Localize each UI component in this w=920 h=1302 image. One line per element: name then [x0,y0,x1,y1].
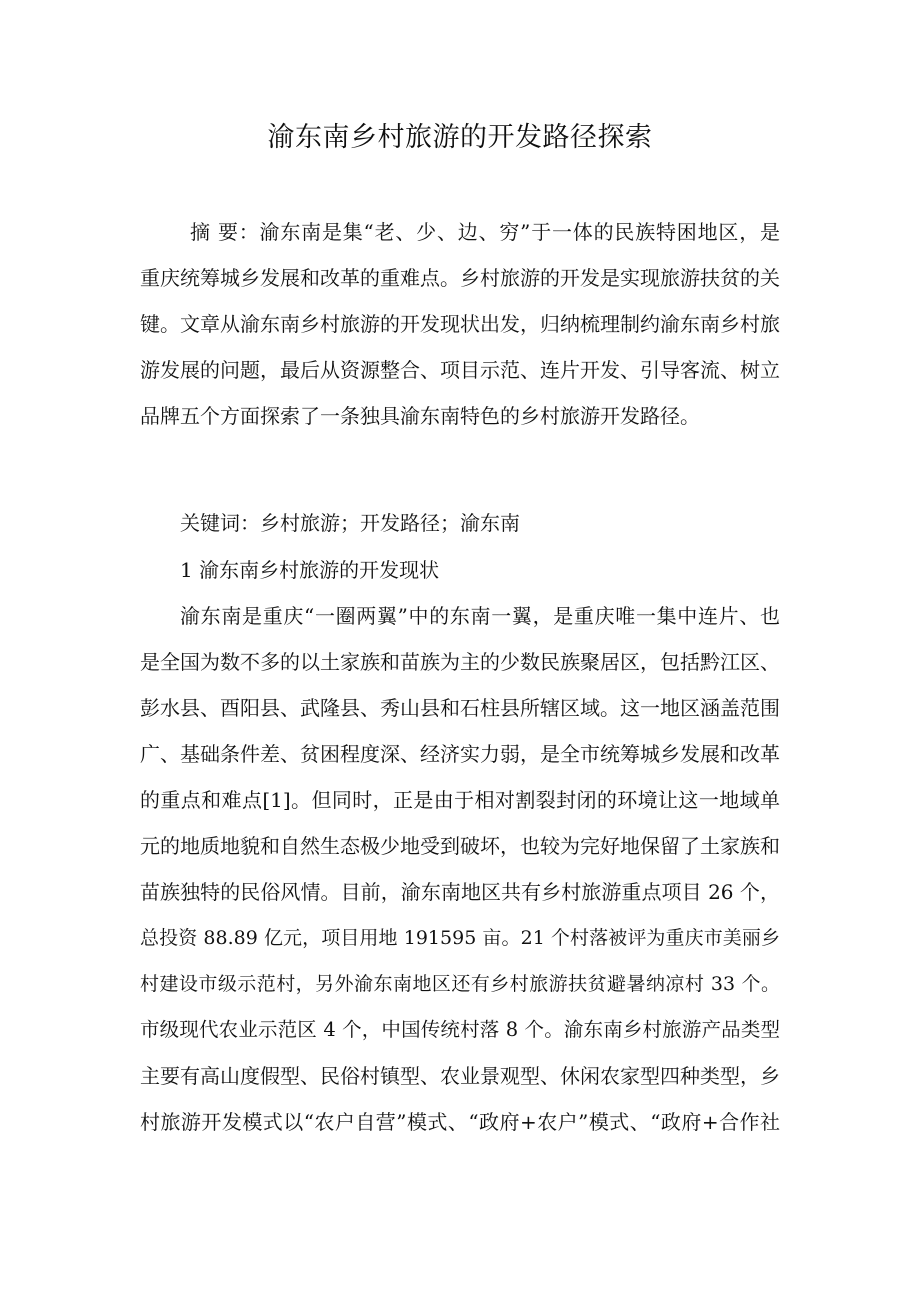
abstract-line: 摘 要：渝东南是集“老、少、边、穷”于一体的民族特困地区，是 [190,220,780,244]
body-line: 渝东南是重庆“一圈两翼”中的东南一翼，是重庆唯一集中连片、也 [180,604,780,628]
body-line: 元的地质地貌和自然生态极少地受到破坏，也较为完好地保留了土家族和 [140,834,780,858]
abstract-line: 游发展的问题，最后从资源整合、项目示范、连片开发、引导客流、树立 [140,358,780,382]
body-line: 村旅游开发模式以“农户自营”模式、“政府+农户”模式、“政府+合作社 [140,1110,780,1134]
body-line: 主要有高山度假型、民俗村镇型、农业景观型、休闲农家型四种类型，乡 [140,1064,780,1088]
abstract-line: 重庆统筹城乡发展和改革的重难点。乡村旅游的开发是实现旅游扶贫的关 [140,266,780,290]
body-line: 彭水县、酉阳县、武隆县、秀山县和石柱县所辖区域。这一地区涵盖范围 [140,696,780,720]
section-heading: 1 渝东南乡村旅游的开发现状 [180,558,440,582]
body-line: 市级现代农业示范区 4 个，中国传统村落 8 个。渝东南乡村旅游产品类型 [140,1018,780,1041]
body-line: 广、基础条件差、贫困程度深、经济实力弱，是全市统筹城乡发展和改革 [140,742,780,766]
body-line: 苗族独特的民俗风情。目前，渝东南地区共有乡村旅游重点项目 26 个， [140,880,780,904]
keywords-line: 关键词：乡村旅游；开发路径；渝东南 [180,511,520,535]
abstract-line: 键。文章从渝东南乡村旅游的开发现状出发，归纳梳理制约渝东南乡村旅 [140,312,780,336]
body-line: 的重点和难点[1]。但同时，正是由于相对割裂封闭的环境让这一地域单 [140,788,780,812]
abstract-line: 品牌五个方面探索了一条独具渝东南特色的乡村旅游开发路径。 [140,404,700,428]
body-line: 村建设市级示范村，另外渝东南地区还有乡村旅游扶贫避暑纳凉村 33 个。 [140,973,780,995]
body-line: 是全国为数不多的以土家族和苗族为主的少数民族聚居区，包括黔江区、 [140,650,780,674]
document-title: 渝东南乡村旅游的开发路径探索 [267,122,653,153]
body-line: 总投资 88.89 亿元，项目用地 191595 亩。21 个村落被评为重庆市美丽乡 [140,927,780,949]
